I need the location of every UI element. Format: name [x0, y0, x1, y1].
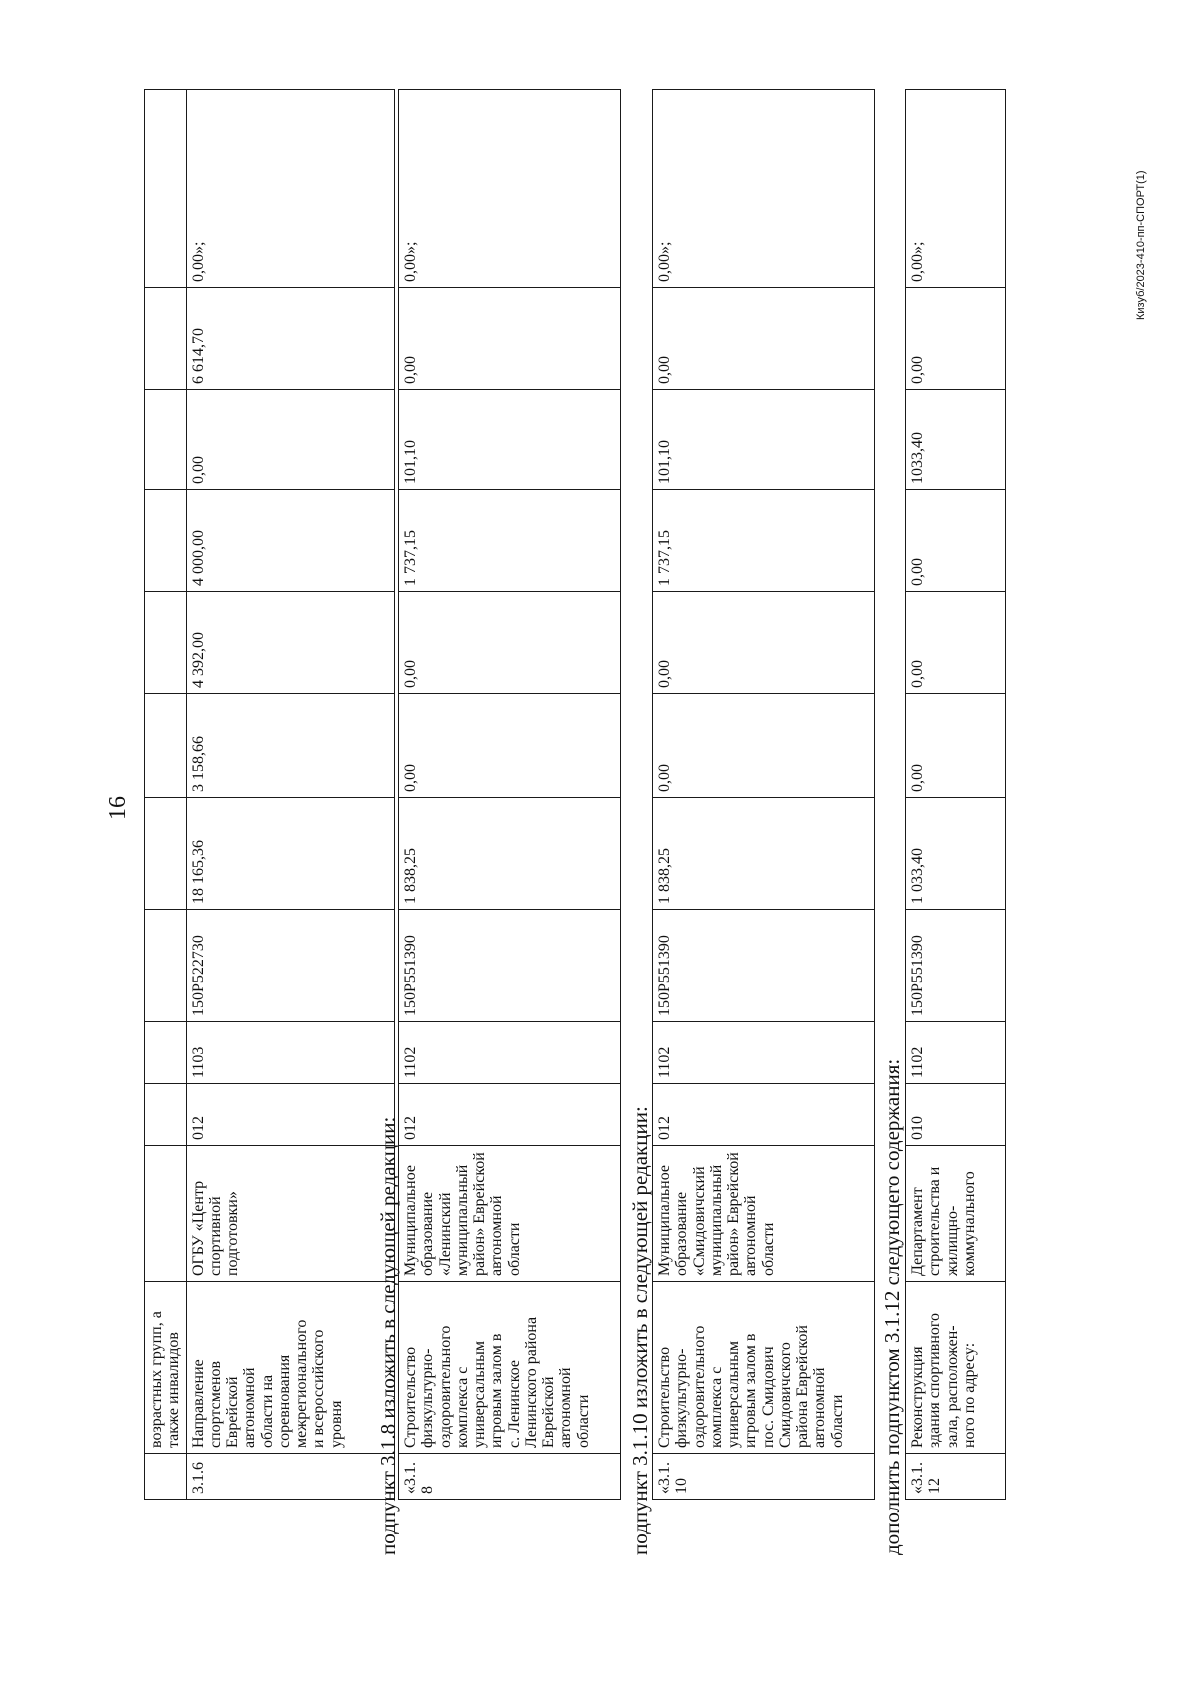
table-cell: 18 165,36 [186, 798, 394, 910]
table-cell: 101,10 [653, 390, 875, 490]
table-cell [145, 1146, 187, 1282]
table-cell: 4 000,00 [186, 490, 394, 592]
table-cell: 1 737,15 [399, 490, 621, 592]
table-cell: 1 838,25 [653, 798, 875, 910]
table-cell [145, 592, 187, 694]
table-3-1-6-block [144, 89, 395, 1500]
table-cell [145, 90, 187, 288]
table-cell [145, 288, 187, 390]
table-cell [145, 1454, 187, 1500]
table-row [399, 90, 621, 1500]
table-cell: 150Р522730 [186, 910, 394, 1022]
document-code: Кизуб/2023-410-пп-СПОРТ(1) [1135, 170, 1147, 320]
intro-3-1-12: дополнить подпунктом 3.1.12 следующего содержания: [880, 1058, 904, 1555]
table-row [186, 90, 394, 1500]
table-cell: Муниципальное образование «Смидовичский муниципальный район» Еврейской автономной области [653, 1146, 875, 1282]
table-cell [145, 798, 187, 910]
table-cell: 1 737,15 [653, 490, 875, 592]
table-cell: 0,00 [653, 288, 875, 390]
table-cell: «3.1.8 [399, 1454, 621, 1500]
table-cell: 1 033,40 [906, 798, 1006, 910]
table-cell: Реконструкция здания спортивного зала, расположен- ного по адресу: [906, 1282, 1006, 1454]
table-row [145, 90, 187, 1500]
table-cell: возрастных групп, а также инвалидов [145, 1282, 187, 1454]
table-cell: 012 [653, 1084, 875, 1146]
table-cell [145, 910, 187, 1022]
table-3-1-8-block [398, 89, 621, 1500]
table-3-1-12-block [905, 89, 1006, 1500]
intro-3-1-10: подпункт 3.1.10 изложить в следующей редакции: [628, 1106, 652, 1555]
table-cell: 3.1.6 [186, 1454, 394, 1500]
table-cell: 0,00»; [399, 90, 621, 288]
table-cell: 1033,40 [906, 390, 1006, 490]
table-cell: 150Р551390 [906, 910, 1006, 1022]
table-cell: Строительство физкультурно- оздоровительного комплекса с универсальным игровым залом в с. Ленинское Ленинского района Еврейской автономной области [399, 1282, 621, 1454]
table-3-1-12 [905, 89, 1006, 1500]
table-row [906, 90, 1006, 1500]
table-cell [145, 1022, 187, 1084]
table-cell: ОГБУ «Центр спортивной подготовки» [186, 1146, 394, 1282]
table-cell: «3.1.12 [906, 1454, 1006, 1500]
table-cell: 0,00»; [653, 90, 875, 288]
table-cell: 0,00»; [906, 90, 1006, 288]
table-row [653, 90, 875, 1500]
table-cell: 1102 [653, 1022, 875, 1084]
table-cell: 010 [906, 1084, 1006, 1146]
table-cell: 012 [186, 1084, 394, 1146]
table-cell: 4 392,00 [186, 592, 394, 694]
table-cell: 0,00 [399, 694, 621, 798]
table-cell: 3 158,66 [186, 694, 394, 798]
table-cell: Муниципальное образование «Ленинский муниципальный район» Еврейской автономной области [399, 1146, 621, 1282]
table-3-1-10-block [652, 89, 875, 1500]
table-cell [145, 490, 187, 592]
table-cell: 1102 [399, 1022, 621, 1084]
table-cell: 150Р551390 [399, 910, 621, 1022]
table-cell [145, 1084, 187, 1146]
table-cell: 0,00 [653, 592, 875, 694]
intro-3-1-8: подпункт 3.1.8 изложить в следующей редакции: [376, 1116, 400, 1555]
table-cell [145, 694, 187, 798]
table-cell: 0,00 [399, 592, 621, 694]
table-cell: 012 [399, 1084, 621, 1146]
page-number: 16 [105, 796, 131, 820]
table-cell: Направление спортсменов Еврейской автономной области на соревнования межрегионального и всероссийского уровня [186, 1282, 394, 1454]
table-cell: 1103 [186, 1022, 394, 1084]
table-3-1-6 [144, 89, 395, 1500]
table-cell: «3.1.10 [653, 1454, 875, 1500]
table-cell: 0,00 [653, 694, 875, 798]
table-cell: Департамент строительства и жилищно- коммунального [906, 1146, 1006, 1282]
table-cell: 101,10 [399, 390, 621, 490]
table-3-1-8 [398, 89, 621, 1500]
table-cell: 1 838,25 [399, 798, 621, 910]
table-cell: 0,00 [399, 288, 621, 390]
table-cell: 0,00 [186, 390, 394, 490]
table-3-1-10 [652, 89, 875, 1500]
table-cell: 150Р551390 [653, 910, 875, 1022]
table-cell [145, 390, 187, 490]
table-cell: Строительство физкультурно- оздоровительного комплекса с универсальным игровым залом в пос. Смидович Смидовичского района Еврейской автономной области [653, 1282, 875, 1454]
table-cell: 6 614,70 [186, 288, 394, 390]
table-cell: 0,00 [906, 694, 1006, 798]
table-cell: 0,00 [906, 490, 1006, 592]
table-cell: 0,00 [906, 592, 1006, 694]
table-cell: 1102 [906, 1022, 1006, 1084]
table-cell: 0,00»; [186, 90, 394, 288]
table-cell: 0,00 [906, 288, 1006, 390]
